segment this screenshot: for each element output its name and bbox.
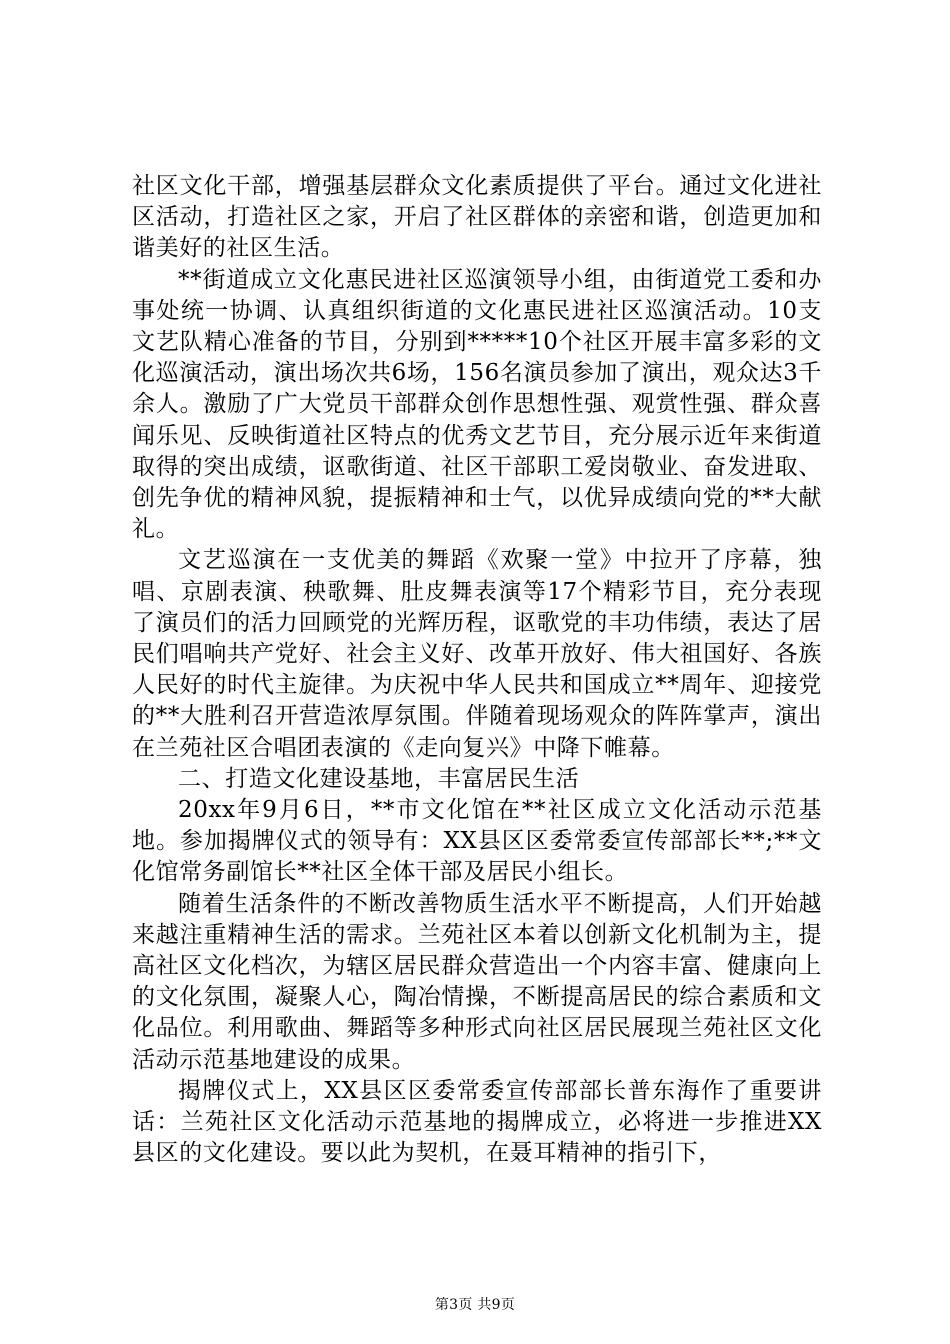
paragraph-ceremony-speech: 揭牌仪式上，XX县区区委常委宣传部部长普东海作了重要讲话：兰苑社区文化活动示范基地的揭牌成立，必将进一步推进XX县区的文化建设。要以此为契机，在聂耳精神的指引下，	[132, 1077, 822, 1167]
paragraph-continuation: 社区文化干部，增强基层群众文化素质提供了平台。通过文化进社区活动，打造社区之家，开启了社区群体的亲密和谐，创造更加和谐美好的社区生活。	[132, 173, 822, 262]
paragraph-performance: 文艺巡演在一支优美的舞蹈《欢聚一堂》中拉开了序幕，独唱、京剧表演、秧歌舞、肚皮舞表演等17个精彩节目，充分表现了演员们的活力回顾党的光辉历程，讴歌党的丰功伟绩，表达了居民们唱响共产党好、社会主义好、改革开放好、伟大祖国好、各族人民好的时代主旋律。为庆祝中华人民共和国成立**周年、迎接党的**大胜利召开营造浓厚氛围。伴随着现场观众的阵阵掌声，演出在兰苑社区合唱团表演的《走向复兴》中降下帷幕。	[132, 547, 822, 761]
page-footer: 第3页 共9页	[434, 1297, 516, 1313]
document-body	[132, 171, 822, 1170]
paragraph-base-founding: 20xx年9月6日，**市文化馆在**社区成立文化活动示范基地。参加揭牌仪式的领导有：XX县区区委常委宣传部部长**;**文化馆常务副馆长**社区全体干部及居民小组长。	[132, 797, 822, 886]
paragraph-tour-leadership: **街道成立文化惠民进社区巡演领导小组，由街道党工委和办事处统一协调、认真组织街道的文化惠民进社区巡演活动。10支文艺队精心准备的节目，分别到*****10个社区开展丰富多彩的文化巡演活动，演出场次共6场，156名演员参加了演出，观众达3千余人。激励了广大党员干部群众创作思想性强、观赏性强、群众喜闻乐见、反映街道社区特点的优秀文艺节目，充分展示近年来街道取得的突出成绩，讴歌街道、社区干部职工爱岗敬业、奋发进取、创先争优的精神风貌，提振精神和士气，以优异成绩向党的**大献礼。	[132, 266, 822, 543]
paragraph-living-conditions: 随着生活条件的不断改善物质生活水平不断提高，人们开始越来越注重精神生活的需求。兰苑社区本着以创新文化机制为主，提高社区文化档次，为辖区居民群众营造出一个内容丰富、健康向上的文化氛围，凝聚人心，陶冶情操，不断提高居民的综合素质和文化品位。利用歌曲、舞蹈等多种形式向社区居民展现兰苑社区文化活动示范基地建设的成果。	[132, 890, 822, 1073]
section-heading-2: 二、打造文化建设基地，丰富居民生活	[178, 765, 580, 792]
